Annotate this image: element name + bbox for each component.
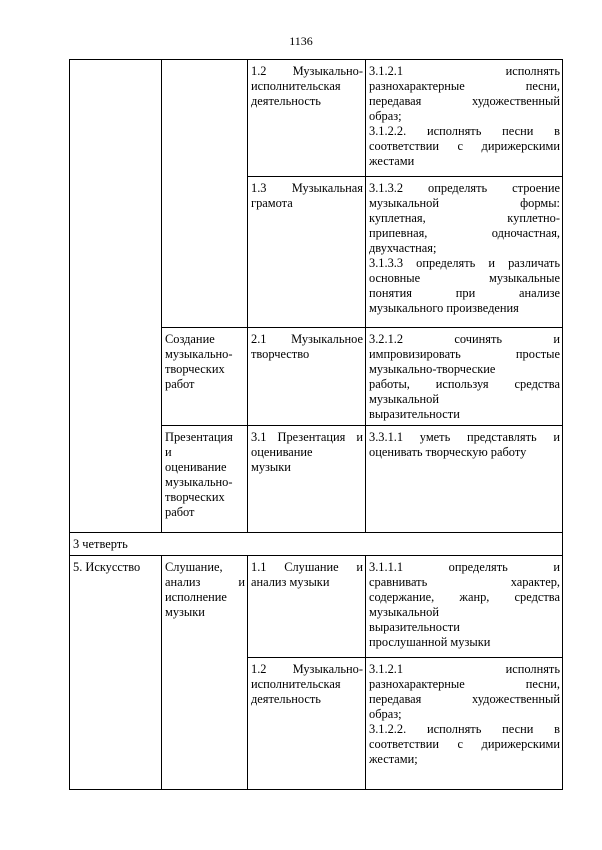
topic-cell <box>248 328 366 426</box>
objective-line: образ; <box>369 707 402 721</box>
subsection-line: музыкально- <box>165 475 233 489</box>
subsection-line: оценивание <box>165 460 227 474</box>
objective-line: музыкальной <box>369 392 439 406</box>
subsection-line: работ <box>165 377 195 391</box>
objective-line: музыкальной <box>369 605 439 619</box>
topic-line: исполнительская <box>251 79 341 93</box>
objective-line: соответствии с дирижерскими <box>369 139 560 153</box>
objective-line: передавая художественный <box>369 94 560 108</box>
objective-line: оценивать творческую работу <box>369 445 527 459</box>
topic-cell <box>248 177 366 328</box>
subsection-cell <box>162 60 248 328</box>
subsection-line: и <box>165 445 172 459</box>
subsection-line: Создание <box>165 332 215 346</box>
objective-cell <box>366 426 563 533</box>
topic-line: 3.1 Презентация и <box>251 430 363 444</box>
topic-line: 1.3 Музыкальная <box>251 181 363 195</box>
objective-line: 3.3.1.1 уметь представлять и <box>369 430 560 444</box>
topic-line: оценивание <box>251 445 313 459</box>
subsection-cell <box>162 426 248 533</box>
objective-line: 3.2.1.2 сочинять и <box>369 332 560 346</box>
objective-line: музыкальной формы: <box>369 196 560 210</box>
topic-cell <box>248 556 366 658</box>
topic-line: деятельность <box>251 94 321 108</box>
objective-line: жестами <box>369 154 415 168</box>
topic-cell <box>248 658 366 790</box>
topic-line: творчество <box>251 347 310 361</box>
objective-line: импровизировать простые <box>369 347 560 361</box>
subsection-line: Презентация <box>165 430 233 444</box>
objective-line: работы, используя средства <box>369 377 560 391</box>
objective-line: образ; <box>369 109 402 123</box>
objective-line: соответствии с дирижерскими <box>369 737 560 751</box>
subsection-line: исполнение <box>165 590 227 604</box>
objective-cell <box>366 556 563 658</box>
topic-line: 1.1 Слушание и <box>251 560 363 574</box>
section-label: 5. Искусство <box>73 560 141 574</box>
topic-line: 2.1 Музыкальное <box>251 332 363 346</box>
table-row <box>70 556 563 658</box>
objective-line: передавая художественный <box>369 692 560 706</box>
objective-line: 3.1.3.3 определять и различать <box>369 256 560 270</box>
topic-cell <box>248 60 366 177</box>
objective-line: прослушанной музыки <box>369 635 491 649</box>
topic-line: исполнительская <box>251 677 341 691</box>
objective-line: разнохарактерные песни, <box>369 677 560 691</box>
curriculum-table <box>69 59 563 790</box>
objective-line: выразительности <box>369 620 460 634</box>
section-cell <box>70 556 162 790</box>
objective-cell <box>366 658 563 790</box>
subsection-line: творческих <box>165 490 225 504</box>
topic-cell <box>248 426 366 533</box>
subsection-line: анализ и <box>165 575 245 589</box>
objective-line: содержание, жанр, средства <box>369 590 560 604</box>
subsection-line: творческих <box>165 362 225 376</box>
topic-line: деятельность <box>251 692 321 706</box>
objective-line: основные музыкальные <box>369 271 560 285</box>
table-row <box>70 533 563 556</box>
subsection-line: музыки <box>165 605 205 619</box>
objective-line: 3.1.2.2. исполнять песни в <box>369 722 560 736</box>
objective-line: понятия при анализе <box>369 286 560 300</box>
topic-line: 1.2 Музыкально- <box>251 662 363 676</box>
objective-line: 3.1.2.1 исполнять <box>369 64 560 78</box>
objective-line: 3.1.2.2. исполнять песни в <box>369 124 560 138</box>
topic-line: 1.2 Музыкально- <box>251 64 363 78</box>
objective-cell <box>366 60 563 177</box>
objective-line: сравнивать характер, <box>369 575 560 589</box>
objective-line: выразительности <box>369 407 460 421</box>
objective-line: куплетная, куплетно- <box>369 211 560 225</box>
objective-line: припевная, одночастная, <box>369 226 560 240</box>
objective-line: 3.1.3.2 определять строение <box>369 181 560 195</box>
topic-line: грамота <box>251 196 293 210</box>
objective-line: музыкального произведения <box>369 301 519 315</box>
section-cell <box>70 60 162 533</box>
page-number: 1136 <box>289 34 313 48</box>
objective-line: двухчастная; <box>369 241 437 255</box>
subsection-line: работ <box>165 505 195 519</box>
objective-line: жестами; <box>369 752 418 766</box>
subsection-line: музыкально- <box>165 347 233 361</box>
objective-line: музыкально-творческие <box>369 362 496 376</box>
subsection-line: Слушание, <box>165 560 223 574</box>
subsection-cell <box>162 556 248 790</box>
topic-line: музыки <box>251 460 291 474</box>
objective-cell <box>366 328 563 426</box>
topic-line: анализ музыки <box>251 575 330 589</box>
subsection-cell <box>162 328 248 426</box>
objective-line: разнохарактерные песни, <box>369 79 560 93</box>
objective-line: 3.1.2.1 исполнять <box>369 662 560 676</box>
quarter-heading: 3 четверть <box>70 533 563 556</box>
table-row <box>70 60 563 177</box>
objective-line: 3.1.1.1 определять и <box>369 560 560 574</box>
objective-cell <box>366 177 563 328</box>
